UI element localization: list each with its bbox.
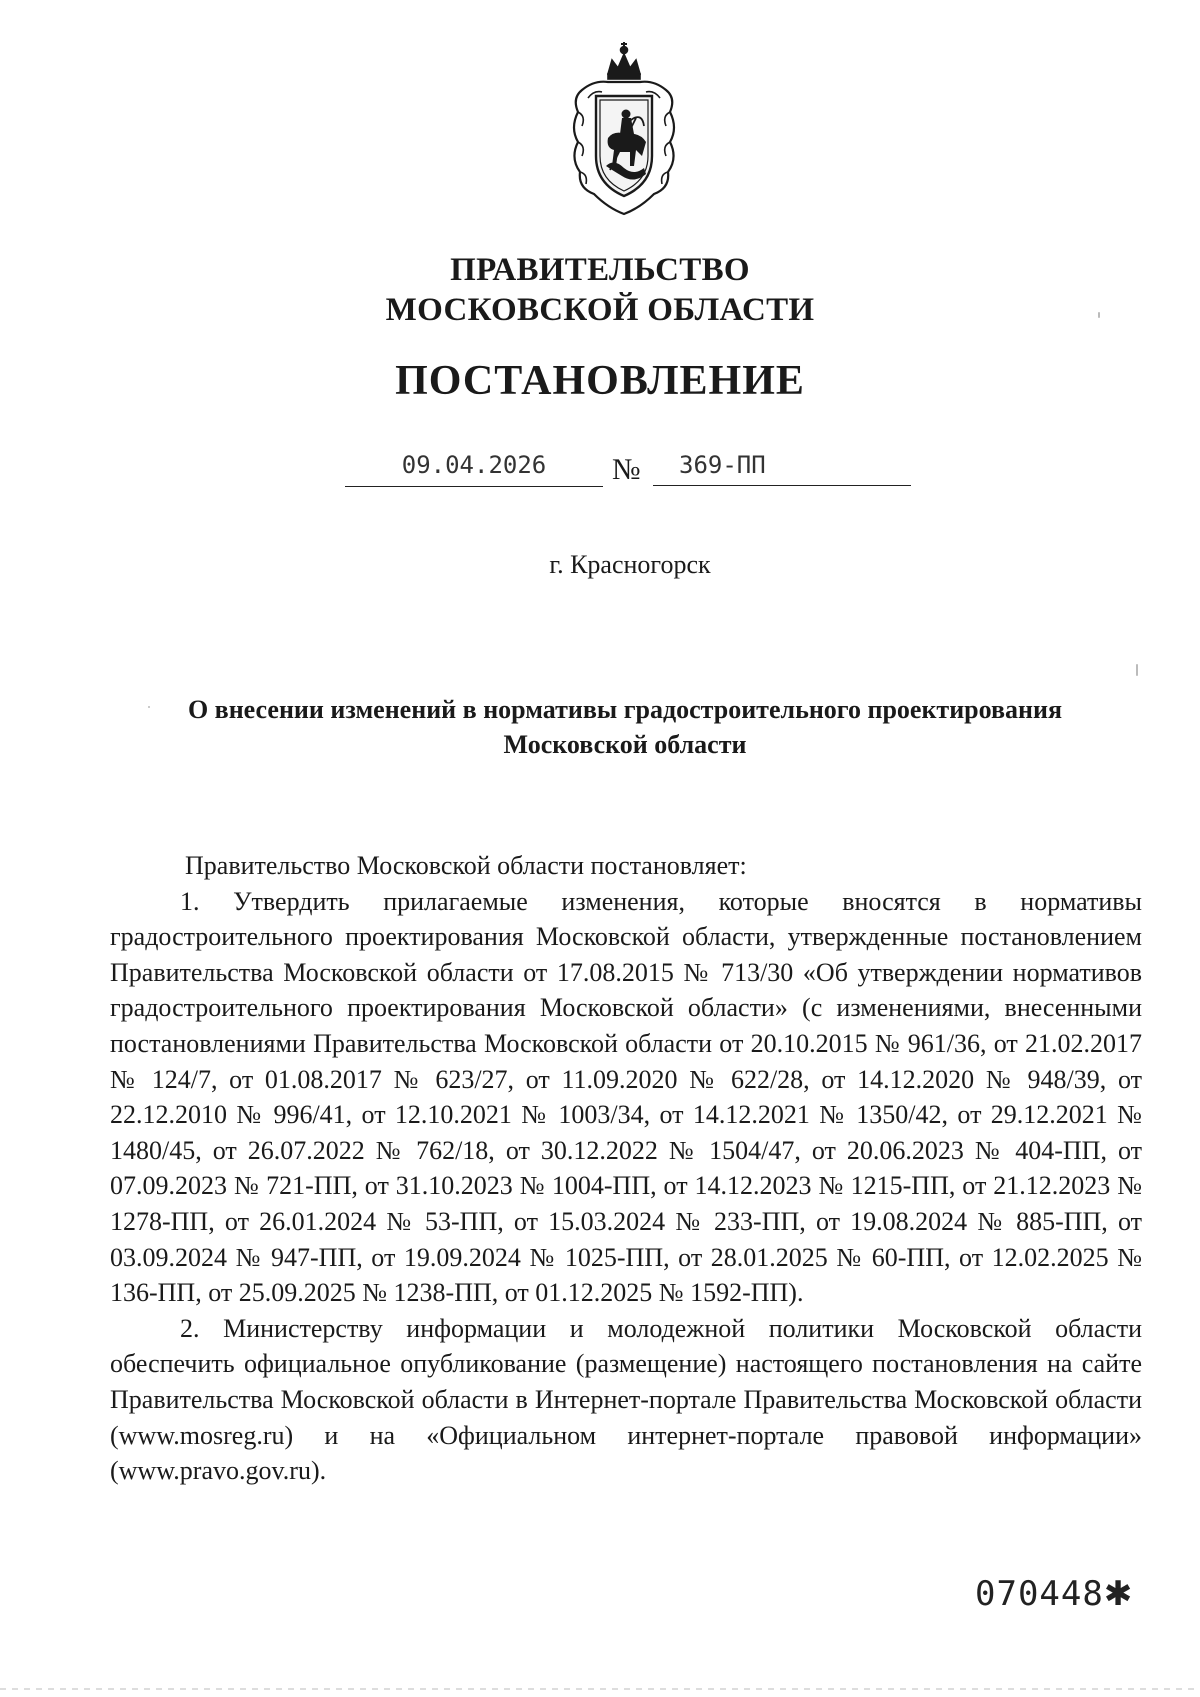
asterisk-icon: ✱ [1103, 1574, 1134, 1614]
scan-speck [148, 706, 150, 708]
paragraph-2: 2. Министерству информации и молодежной политики Московской области обеспечить официальное опубликование (размещение) настоящего постановления на сайте Правительства Московской области в Интернет-портале Правительства Московской области (www.mosreg.ru) и на «Официальном интернет-портале правовой информации» (www.pravo.gov.ru). [110, 1313, 1142, 1486]
government-title-line1: ПРАВИТЕЛЬСТВО [450, 252, 750, 288]
government-title [0, 250, 1200, 330]
document-number: 369-ПП [653, 446, 911, 486]
document-type: ПОСТАНОВЛЕНИЕ [395, 358, 805, 404]
subject-line1: О внесении изменений в нормативы градостроительного проектирования [187, 695, 1063, 724]
scan-speck [1136, 664, 1138, 676]
moscow-oblast-coat-of-arms-icon [568, 38, 680, 218]
scan-edge [0, 1688, 1200, 1690]
serial-number-value: 070448 [975, 1574, 1104, 1614]
intro-paragraph: Правительство Московской области постановляет: [185, 851, 747, 880]
serial-number [975, 1574, 1133, 1614]
document-date: 09.04.2026 [345, 446, 603, 487]
scan-speck [1098, 312, 1100, 318]
city: г. Красногорск [549, 550, 711, 579]
subject-line2: Московской области [503, 730, 747, 759]
paragraph-1: 1. Утвердить прилагаемые изменения, которые вносятся в нормативы градостроительного проектирования Московской области, утвержденные постановлением Правительства Московской области от 17.08.2015 № 713/30 «Об утверждении нормативов градостроительного проектирования Московской области» (с изменениями, внесенными постановлениями Правительства Московской области от 20.10.2015 № 961/36, от 21.02.2017 № 124/7, от 01.08.2017 № 623/27, от 11.09.2020 № 622/28, от 14.12.2020 № 948/39, от 22.12.2010 № 996/41, от 12.10.2021 № 1003/34, от 14.12.2021 № 1350/42, от 29.12.2021 № 1480/45, от 26.07.2022 № 762/18, от 30.12.2022 № 1504/47, от 20.06.2023 № 404-ПП, от 07.09.2023 № 721-ПП, от 31.10.2023 № 1004-ПП, от 14.12.2023 № 1215-ПП, от 21.12.2023 № 1278-ПП, от 26.01.2024 № 53-ПП, от 15.03.2024 № 233-ПП, от 19.08.2024 № 885-ПП, от 03.09.2024 № 947-ПП, от 19.09.2024 № 1025-ПП, от 28.01.2025 № 60-ПП, от 12.02.2025 № 136-ПП, от 25.09.2025 № 1238-ПП, от 01.12.2025 № 1592-ПП). [110, 886, 1142, 1308]
government-title-line2: МОСКОВСКОЙ ОБЛАСТИ [385, 292, 815, 328]
number-label: № [612, 453, 641, 486]
document-subject [130, 692, 1120, 762]
document-body [110, 848, 1142, 1489]
